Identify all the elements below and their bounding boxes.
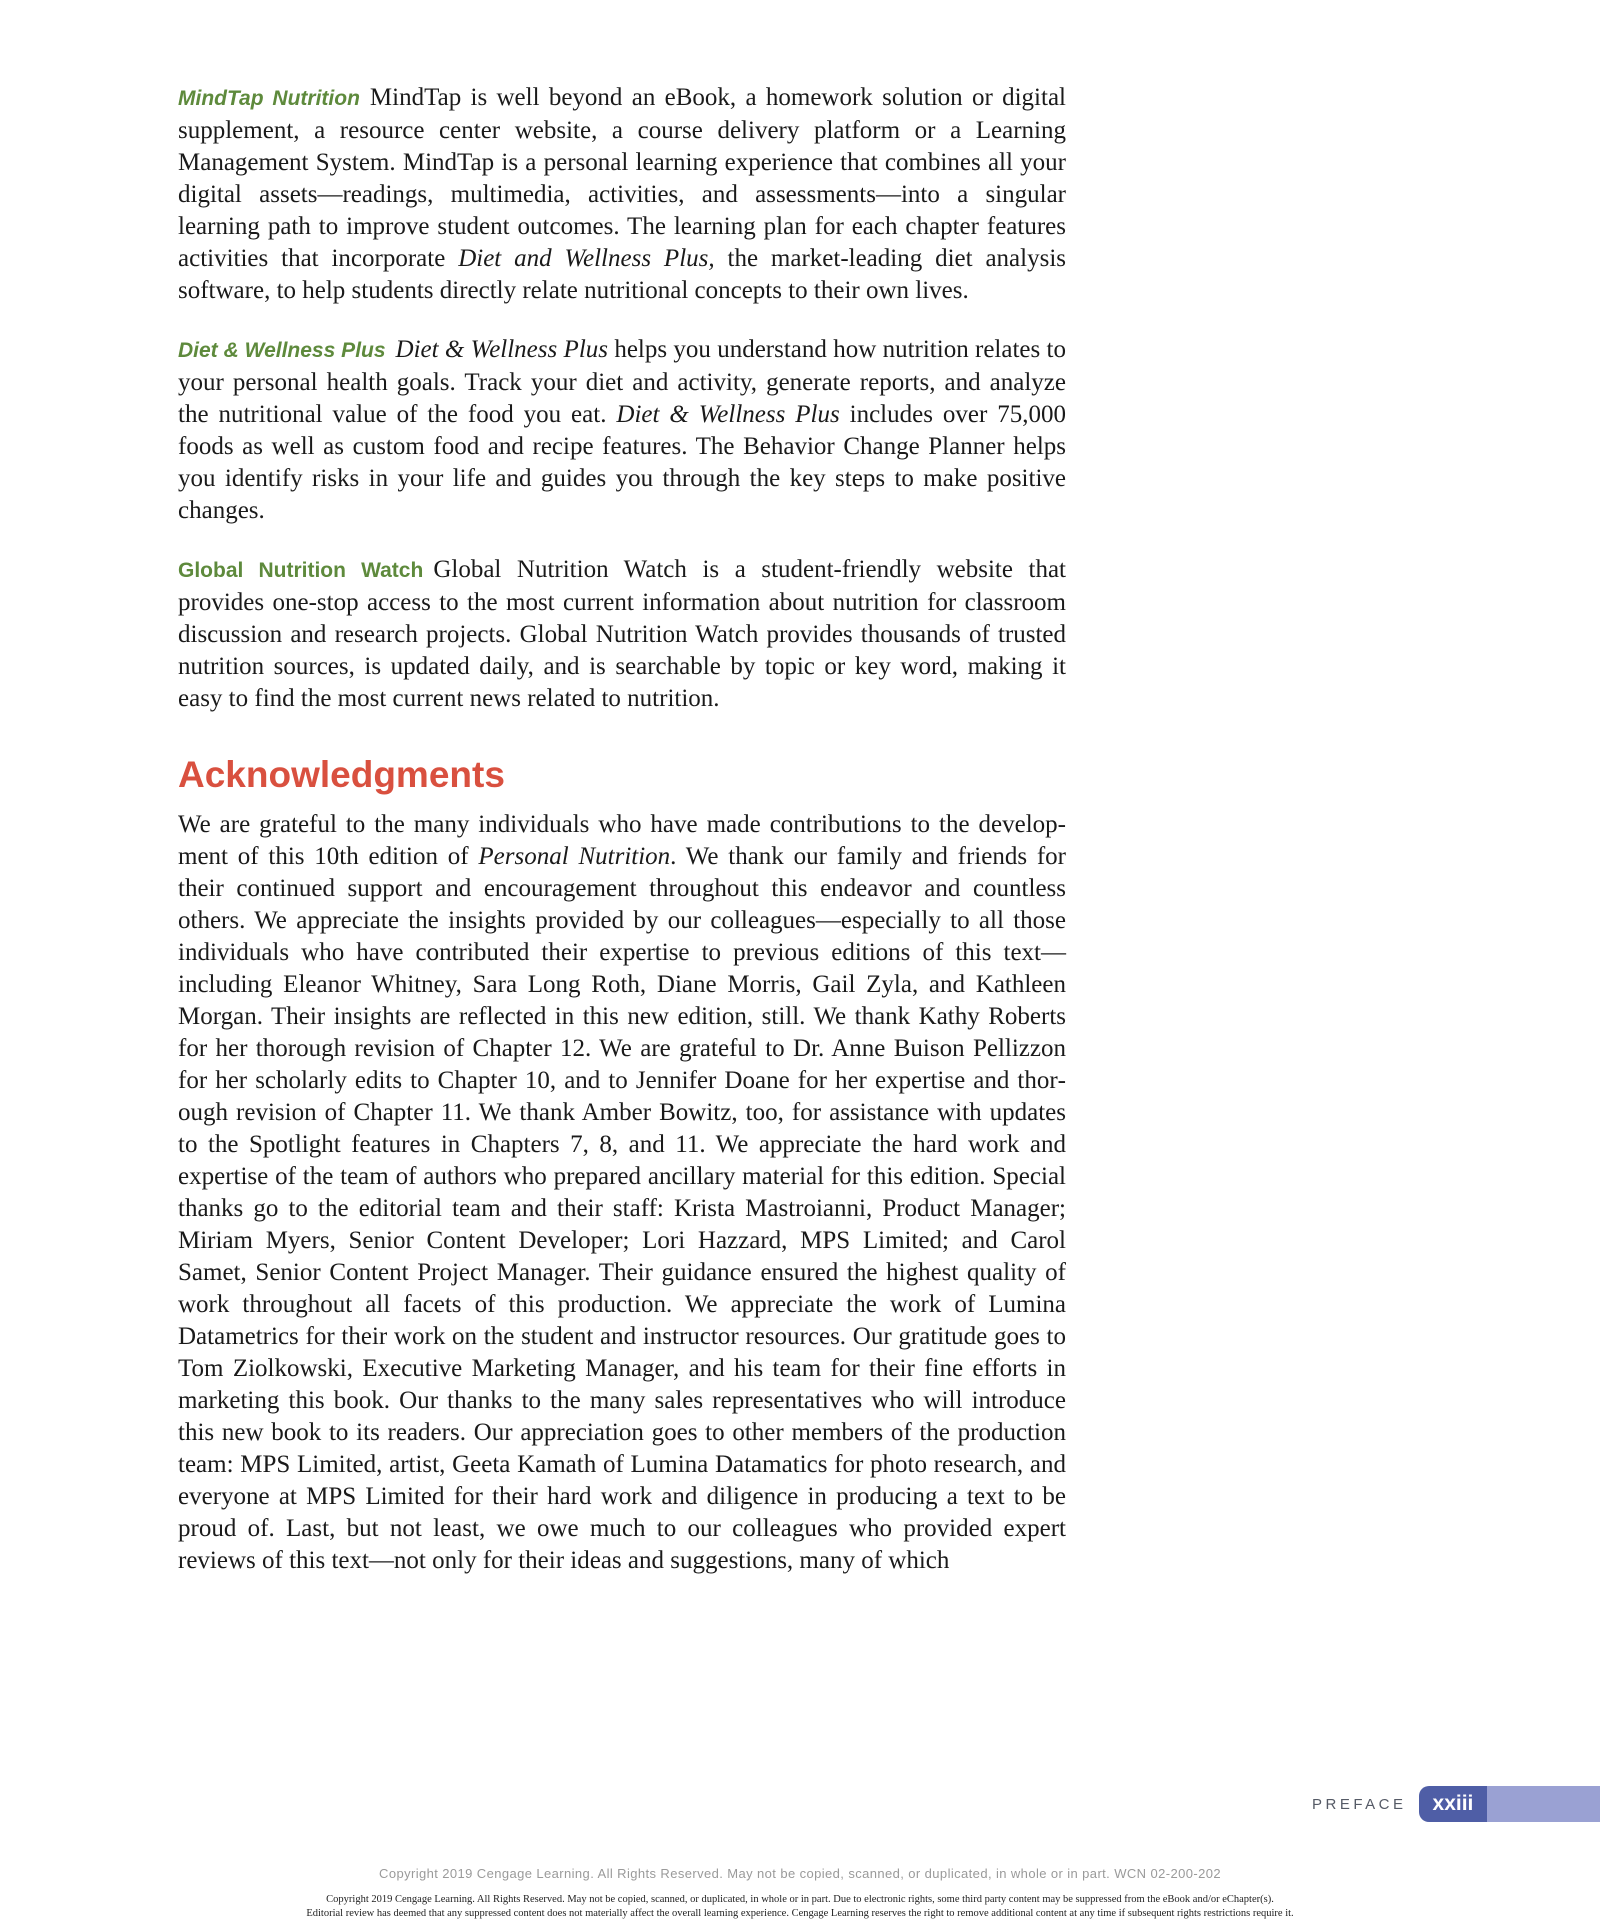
main-text-column [178,82,1066,1577]
acknowledgments-italic-1: Personal Nutrition [478,843,671,870]
diet-wellness-text-1: helps you understand how nutrition relates to your personal health goals. Track your diet and activity, generate reports, and analyze the nutritional value of the food you eat. [178,336,1066,428]
mindtap-italic-1: Diet and Wellness Plus, [458,245,715,272]
acknowledgments-paragraph [178,809,1066,1577]
folio-tab [1419,1786,1600,1822]
global-watch-title: Global Nutrition Watch [178,559,424,582]
mindtap-paragraph [178,82,1066,307]
mindtap-text-2: the market-leading diet analysis software, to help students directly relate nutritional concepts to their own lives. [178,245,1067,304]
mindtap-title: MindTap Nutrition [178,87,360,110]
legal-notice [0,1893,1600,1921]
folio-bar [1487,1786,1600,1822]
diet-wellness-italic-2: Diet & Wellness Plus [616,401,840,428]
acknowledgments-text-2: . We thank our family and friends for their continued support and encouragement throughout this endeavor and countless others. We appreciate the insights provided by our colleagues—especially to all those individuals who have contributed their expertise to previous editions of this text—including Eleanor Whitney, Sara Long Roth, Diane Morris, Gail Zyla, and Kathleen Morgan. Their insights are reflected in this new edition, still. We thank Kathy Roberts for her thorough revision of Chapter 12. We are grateful to Dr. Anne Buison Pellizzon for her scholarly edits to Chapter 10, and to Jennifer Doane for her expertise and thorough revision of Chapter 11. We thank Amber Bowitz, too, for assistance with updates to the Spotlight features in Chapters 7, 8, and 11. We appreciate the hard work and expertise of the team of authors who prepared ancillary material for this edition. Special thanks go to the editorial team and their staff: Krista Mastroianni, Product Manager; Miriam Myers, Senior Content Developer; Lori Hazzard, MPS Limited; and Carol Samet, Senior Content Project Manager. Their guidance ensured the highest quality of work throughout all facets of this production. We appreciate the work of Lumina Datametrics for their work on the student and instructor resources. Our gratitude goes to Tom Ziolkowski, Executive Marketing Manager, and his team for their fine efforts in marketing this book. Our thanks to the many sales representatives who will introduce this new book to its readers. Our appreciation goes to other members of the production team: MPS Limited, artist, Geeta Kamath of Lumina Datamatics for photo research, and everyone at MPS Limited for their hard work and diligence in producing a text to be proud of. Last, but not least, we owe much to our colleagues who provided expert reviews of this text—not only for their ideas and suggestions, many of which [178,843,1067,1574]
global-watch-text-1: Global Nutrition Watch is a student-friendly website that provides one-stop access to the most current information about nutrition for classroom discussion and research projects. Global Nutrition Watch provides thousands of trusted nutrition sources, is updated daily, and is searchable by topic or key word, making it easy to find the most current news related to nutrition. [178,556,1066,712]
diet-wellness-title: Diet & Wellness Plus [178,339,386,362]
folio-section-label: PREFACE [1312,1795,1407,1813]
diet-wellness-text-2: includes over 75,000 foods as well as custom food and recipe features. The Behavior Change Planner helps you identify risks in your life and guides you through the key steps to make positive changes. [178,401,1066,524]
copyright-line: Copyright 2019 Cengage Learning. All Rights Reserved. May not be copied, scanned, or duplicated, in whole or in part. WCN 02-200-202 [379,1866,1221,1881]
mindtap-text-1: MindTap is well beyond an eBook, a homework solution or digital supplement, a resource center website, a course delivery platform or a Learning Management System. MindTap is a personal learning experience that combines all your digital assets—readings, multimedia, activities, and assessments—into a singular learning path to improve student outcomes. The learning plan for each chapter features activities that incorporate [178,84,1066,272]
acknowledgments-text-1: We are grateful to the many individuals who have made contributions to the development of this 10th edition of [178,811,1066,870]
page-folio [1312,1786,1600,1822]
page-number: xxiii [1419,1786,1488,1822]
diet-wellness-italic-1: Diet & Wellness Plus [395,336,608,363]
global-watch-paragraph [178,554,1066,715]
diet-wellness-paragraph [178,334,1066,527]
acknowledgments-heading: Acknowledgments [178,754,505,795]
legal-line-2: Editorial review has deemed that any suppressed content does not materially affect the overall learning experience. Cengage Learning reserves the right to remove additional content at any time if subsequent rights restrictions require it. [306,1908,1294,1919]
legal-line-1: Copyright 2019 Cengage Learning. All Rights Reserved. May not be copied, scanned, or duplicated, in whole or in part. Due to electronic rights, some third party content may be suppressed from the eBook and/or eChapter(s). [326,1894,1274,1905]
